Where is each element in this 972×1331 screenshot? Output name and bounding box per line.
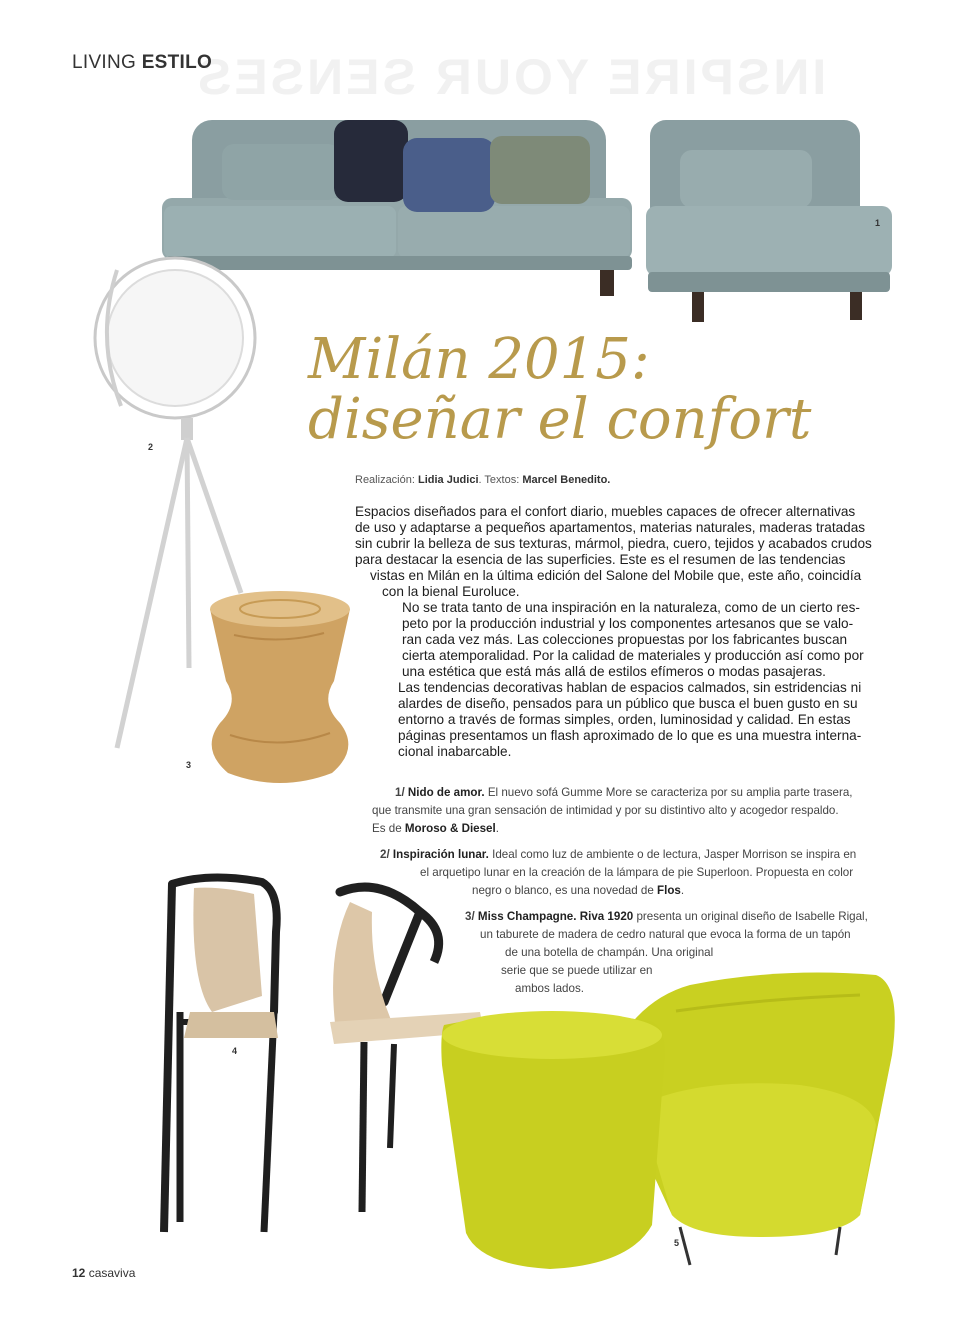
body-line: para destacar la esencia de las superficies. Este es el resumen de las tendencias <box>355 552 846 567</box>
ghost-background-text: INSPIRE YOUR SENSES <box>195 49 827 105</box>
caption-1-line-3 <box>372 820 499 839</box>
caption-2-line-1 <box>380 846 856 865</box>
body-line: No se trata tanto de una inspiración en la naturaleza, como de un cierto res- <box>402 600 860 615</box>
credits: Realización: Lidia Judici. Textos: Marcel Benedito. <box>355 474 611 486</box>
caption-1-text-end: Es de <box>372 822 402 835</box>
sofa-photo <box>160 110 900 330</box>
caption-3-line-3: de una botella de champán. Una original <box>505 946 714 959</box>
section-living: LIVING <box>72 52 137 73</box>
caption-2-title: Inspiración lunar. <box>392 848 489 861</box>
body-line: de uso y adaptarse a pequeños apartamentos, materias naturales, maderas tratadas <box>355 520 866 535</box>
section-estilo: ESTILO <box>141 52 213 73</box>
body-line: entorno a través de formas simples, orden, luminosidad y calidad. En estas <box>398 712 851 727</box>
caption-3-line-1 <box>465 908 868 927</box>
photo-number-3: 3 <box>186 760 192 770</box>
caption-3-line-2: un taburete de madera de cedro natural que evoca la forma de un tapón <box>480 928 851 941</box>
body-line: cierta atemporalidad. Por la calidad de materiales y producción así como por <box>402 648 864 663</box>
caption-2-number: 2/ <box>380 848 390 861</box>
caption-1-line-1 <box>395 784 853 803</box>
caption-3-number: 3/ <box>465 910 475 923</box>
caption-2-period: . <box>680 884 685 897</box>
caption-2-text-end: negro o blanco, es una novedad de <box>472 884 654 897</box>
wood-stool-photo <box>200 585 360 787</box>
page-folio <box>72 1266 135 1280</box>
caption-3-line-5: ambos lados. <box>515 982 584 995</box>
caption-2-text: Ideal como luz de ambiente o de lectura, Jasper Morrison se inspira en <box>492 848 857 861</box>
caption-1-period: . <box>495 822 499 835</box>
credits-realizacion-name: Lidia Judici <box>417 474 479 486</box>
body-line: con la bienal Euroluce. <box>382 584 520 599</box>
body-line: alardes de diseño, pensados para un público que busca el buen gusto en su <box>398 696 858 711</box>
credits-realizacion-label: Realización: <box>355 474 415 486</box>
body-line: cional inabarcable. <box>398 744 512 759</box>
body-line: una estética que está más allá de estilos efímeros o modas pasajeras. <box>402 664 826 679</box>
caption-1-number: 1/ <box>395 786 405 799</box>
caption-2-brand: Flos <box>657 884 681 897</box>
section-label <box>72 52 212 74</box>
caption-3-brand: Riva 1920 <box>579 910 634 923</box>
title-line-1: Milán 2015: <box>308 327 650 392</box>
photo-number-4: 4 <box>232 1046 238 1056</box>
body-line: peto por la producción industrial y los componentes artesanos que se valo- <box>402 616 854 631</box>
body-line: Espacios diseñados para el confort diario, muebles capaces de ofrecer alternativas <box>355 504 856 519</box>
magazine-name: casaviva <box>88 1266 136 1280</box>
body-line: sin cubrir la belleza de sus texturas, mármol, piedra, cuero, tejidos y acabados crudos <box>355 536 872 551</box>
photo-number-1: 1 <box>875 218 881 228</box>
title-line-2: diseñar el confort <box>308 387 812 452</box>
caption-1-line-2: que transmite una gran sensación de intimidad y por su distintivo alto y acogedor respaldo. <box>372 804 839 817</box>
body-line: páginas presentamos un flash aproximado de lo que es una muestra interna- <box>398 728 862 743</box>
caption-3-text: presenta un original diseño de Isabelle Rigal, <box>636 910 868 923</box>
body-line: ran cada vez más. Las colecciones propuestas por los fabricantes buscan <box>402 632 848 647</box>
caption-3-line-4: serie que se puede utilizar en <box>501 964 653 977</box>
caption-1-title: Nido de amor. <box>407 786 485 799</box>
body-line: Las tendencias decorativas hablan de espacios calmados, sin estridencias ni <box>398 680 862 695</box>
page-number: 12 <box>72 1266 86 1280</box>
caption-2-line-2: el arquetipo lunar en la creación de la lámpara de pie Superloon. Propuesta en color <box>420 866 854 879</box>
caption-1-text: El nuevo sofá Gumme More se caracteriza por su amplia parte trasera, <box>487 786 853 799</box>
body-line: vistas en Milán en la última edición del Salone del Mobile que, este año, coincidía <box>370 568 862 583</box>
photo-number-2: 2 <box>148 442 154 452</box>
credits-textos-name: Marcel Benedito. <box>522 474 611 486</box>
photo-number-5: 5 <box>674 1238 680 1248</box>
caption-1-brand: Moroso & Diesel <box>404 822 496 835</box>
caption-3-title: Miss Champagne. <box>477 910 577 923</box>
credits-textos-label: Textos: <box>484 474 520 486</box>
